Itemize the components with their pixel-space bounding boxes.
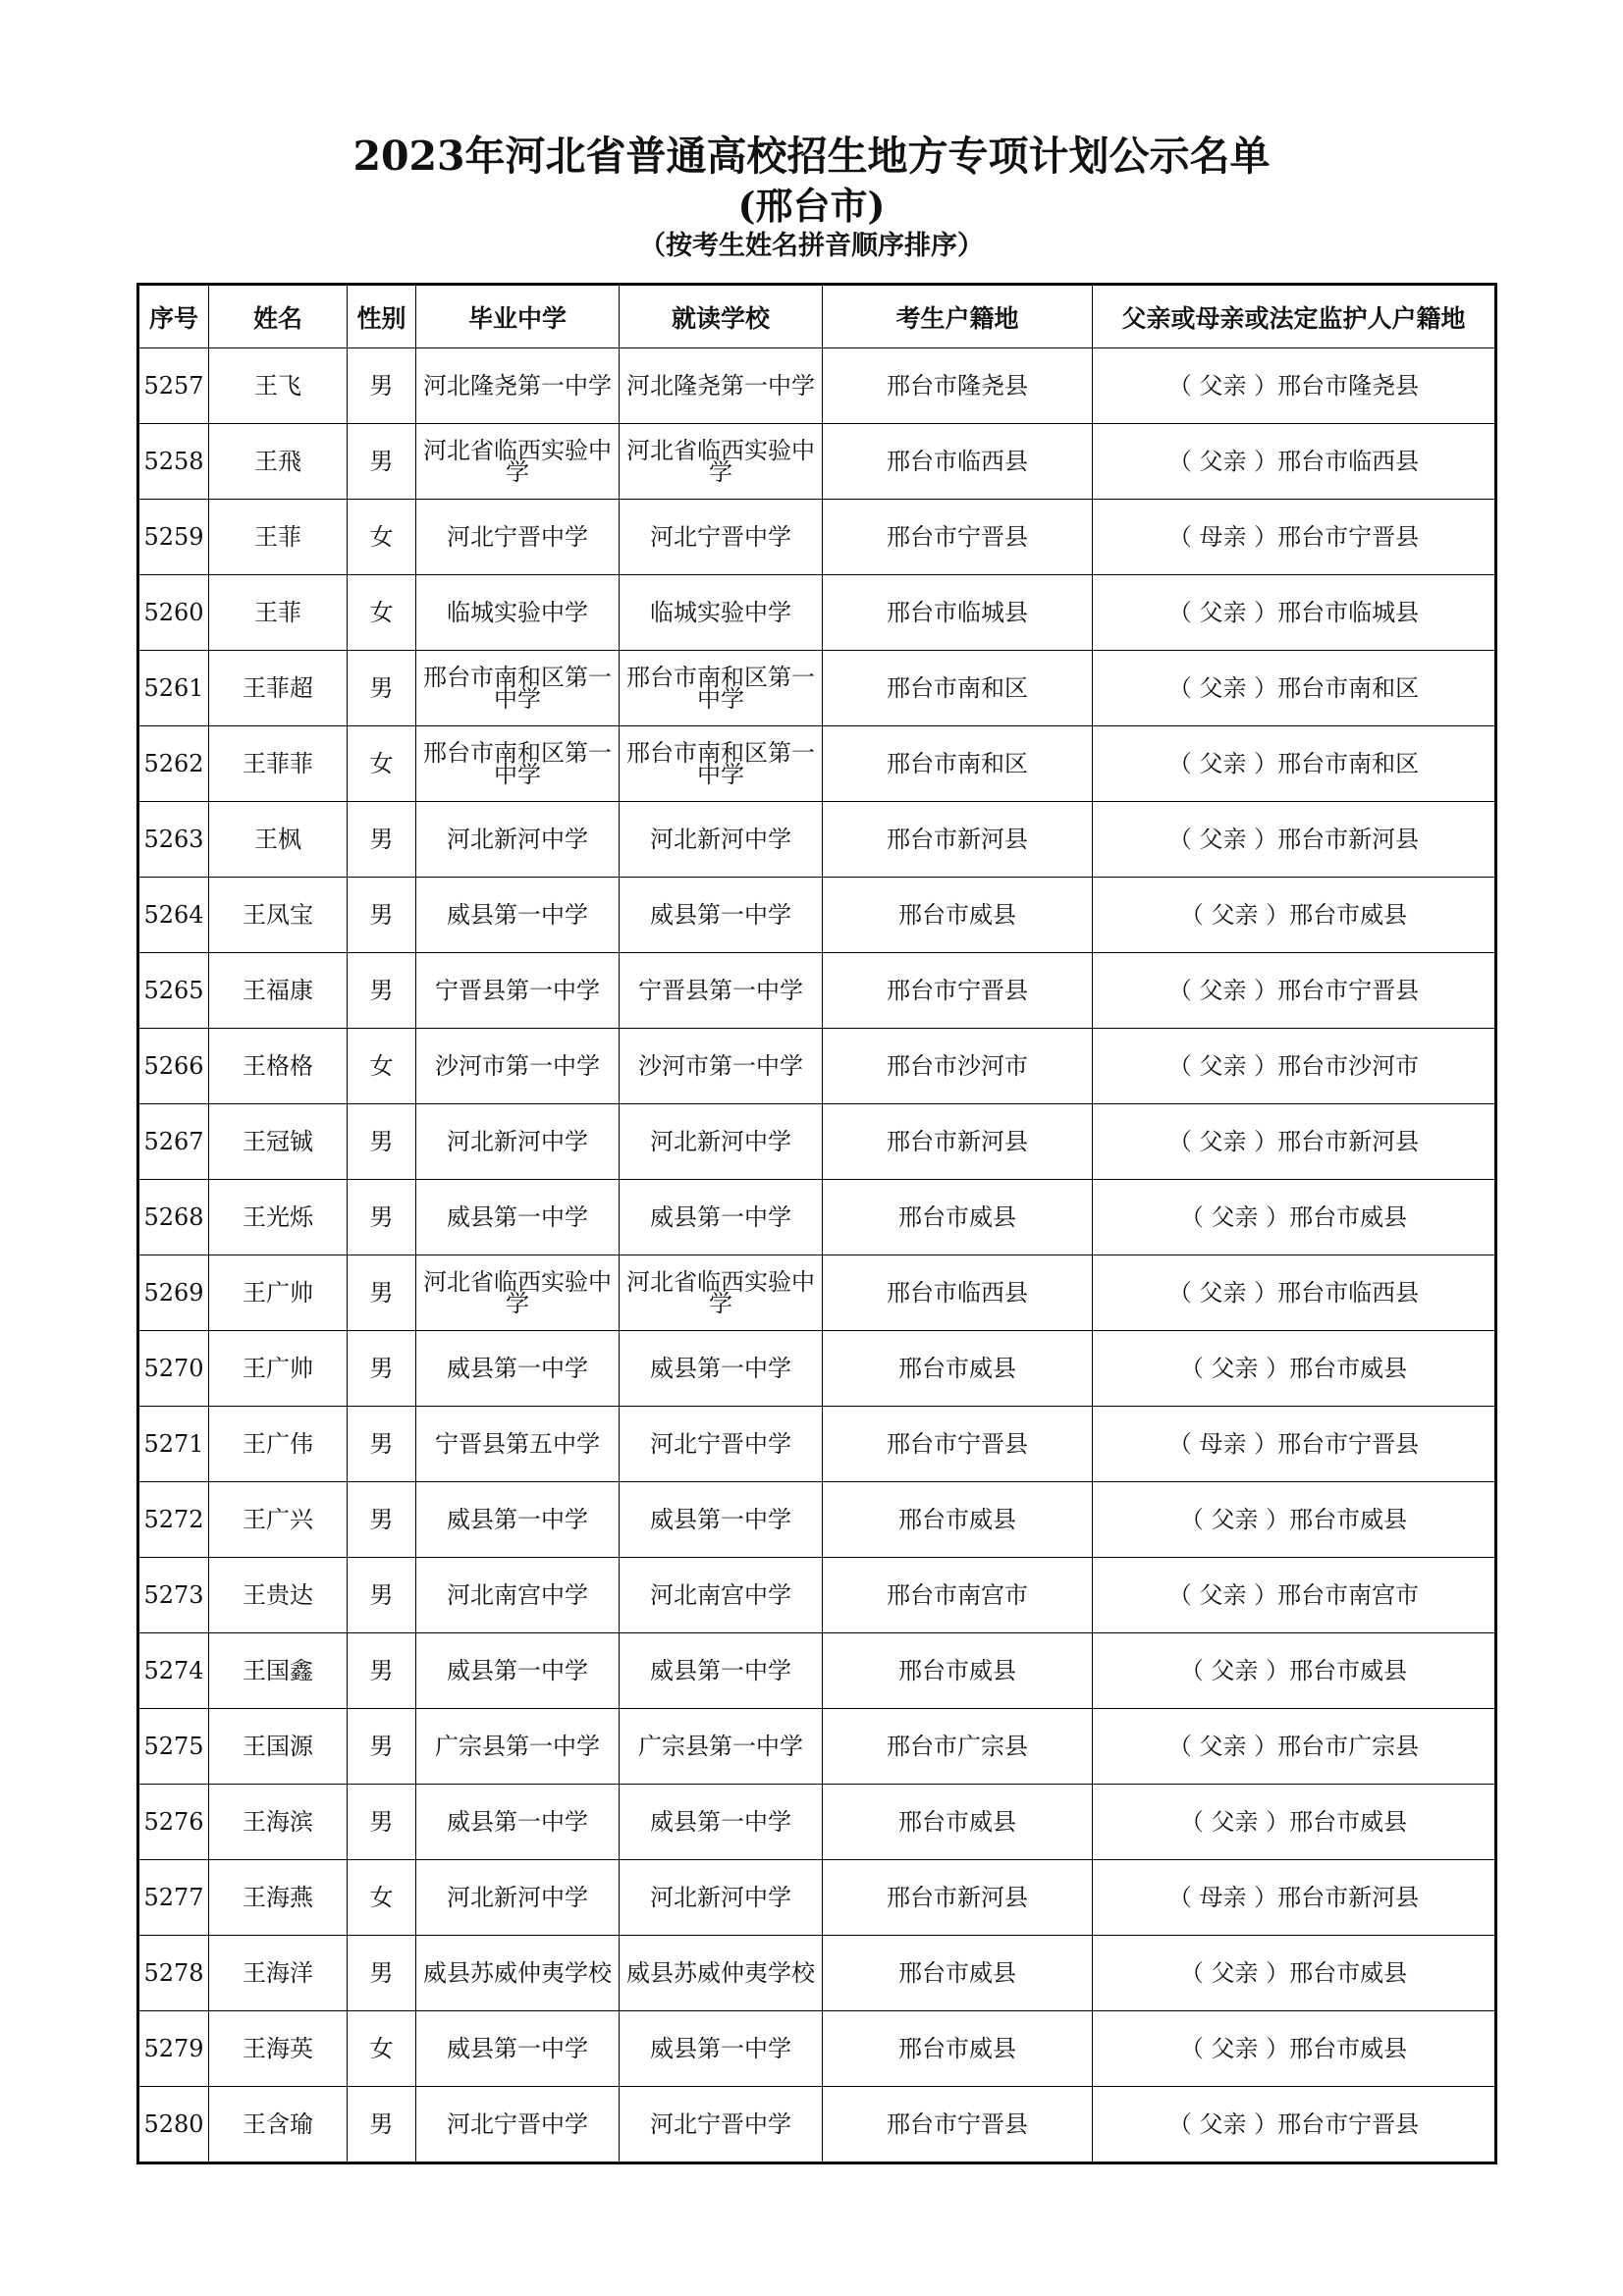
gender-cell: 男 xyxy=(348,1482,416,1558)
name-cell: 王海滨 xyxy=(209,1785,348,1860)
gender-cell: 男 xyxy=(348,2087,416,2163)
current-school-cell: 威县第一中学 xyxy=(620,1482,823,1558)
table-row xyxy=(138,878,1496,953)
guardian-domicile-cell: （ 父亲 ）邢台市威县 xyxy=(1093,1180,1496,1255)
graduated-school-cell: 河北宁晋中学 xyxy=(416,2087,620,2163)
table-row xyxy=(138,953,1496,1029)
guardian-domicile-cell: （ 父亲 ）邢台市南和区 xyxy=(1093,651,1496,726)
graduated-school-cell: 河北新河中学 xyxy=(416,1860,620,1936)
gender-cell: 男 xyxy=(348,1633,416,1709)
gender-cell: 男 xyxy=(348,1180,416,1255)
current-school-cell: 河北新河中学 xyxy=(620,802,823,878)
student-domicile-cell: 邢台市临西县 xyxy=(823,1255,1093,1331)
student-domicile-cell: 邢台市新河县 xyxy=(823,1104,1093,1180)
guardian-domicile-cell: （ 父亲 ）邢台市临城县 xyxy=(1093,575,1496,651)
student-domicile-cell: 邢台市沙河市 xyxy=(823,1029,1093,1104)
gender-cell: 女 xyxy=(348,2011,416,2087)
column-header-current-school: 就读学校 xyxy=(620,285,823,348)
gender-cell: 女 xyxy=(348,1029,416,1104)
current-school-cell: 临城实验中学 xyxy=(620,575,823,651)
table-row xyxy=(138,802,1496,878)
name-cell: 王广帅 xyxy=(209,1255,348,1331)
table-row xyxy=(138,1104,1496,1180)
guardian-domicile-cell: （ 父亲 ）邢台市威县 xyxy=(1093,1633,1496,1709)
seq-cell: 5273 xyxy=(138,1558,209,1633)
column-header-graduated-school: 毕业中学 xyxy=(416,285,620,348)
column-header-guardian-domicile: 父亲或母亲或法定监护人户籍地 xyxy=(1093,285,1496,348)
guardian-domicile-cell: （ 父亲 ）邢台市南宫市 xyxy=(1093,1558,1496,1633)
name-cell: 王广帅 xyxy=(209,1331,348,1407)
seq-cell: 5280 xyxy=(138,2087,209,2163)
seq-cell: 5263 xyxy=(138,802,209,878)
table-row xyxy=(138,2087,1496,2163)
guardian-domicile-cell: （ 父亲 ）邢台市广宗县 xyxy=(1093,1709,1496,1785)
table-row xyxy=(138,1255,1496,1331)
graduated-school-cell: 威县第一中学 xyxy=(416,1180,620,1255)
name-cell: 王海英 xyxy=(209,2011,348,2087)
name-cell: 王贵达 xyxy=(209,1558,348,1633)
current-school-cell: 沙河市第一中学 xyxy=(620,1029,823,1104)
graduated-school-cell: 邢台市南和区第一中学 xyxy=(416,651,620,726)
graduated-school-cell: 河北省临西实验中学 xyxy=(416,1255,620,1331)
table-row xyxy=(138,1331,1496,1407)
current-school-cell: 河北新河中学 xyxy=(620,1104,823,1180)
current-school-cell: 河北宁晋中学 xyxy=(620,2087,823,2163)
gender-cell: 男 xyxy=(348,878,416,953)
student-domicile-cell: 邢台市宁晋县 xyxy=(823,2087,1093,2163)
name-cell: 王国鑫 xyxy=(209,1633,348,1709)
table-row xyxy=(138,1482,1496,1558)
name-cell: 王菲 xyxy=(209,500,348,575)
gender-cell: 男 xyxy=(348,1331,416,1407)
guardian-domicile-cell: （ 母亲 ）邢台市新河县 xyxy=(1093,1860,1496,1936)
gender-cell: 女 xyxy=(348,500,416,575)
guardian-domicile-cell: （ 母亲 ）邢台市宁晋县 xyxy=(1093,1407,1496,1482)
document-subtitle: (邢台市) xyxy=(737,184,886,228)
name-cell: 王光烁 xyxy=(209,1180,348,1255)
graduated-school-cell: 河北新河中学 xyxy=(416,1104,620,1180)
seq-cell: 5279 xyxy=(138,2011,209,2087)
student-domicile-cell: 邢台市宁晋县 xyxy=(823,1407,1093,1482)
student-domicile-cell: 邢台市威县 xyxy=(823,2011,1093,2087)
current-school-cell: 河北隆尧第一中学 xyxy=(620,348,823,424)
table-row xyxy=(138,1407,1496,1482)
name-cell: 王菲 xyxy=(209,575,348,651)
gender-cell: 男 xyxy=(348,1936,416,2011)
seq-cell: 5260 xyxy=(138,575,209,651)
header-row xyxy=(138,285,1496,348)
table-row xyxy=(138,1180,1496,1255)
gender-cell: 男 xyxy=(348,1709,416,1785)
name-cell: 王菲超 xyxy=(209,651,348,726)
student-domicile-cell: 邢台市南和区 xyxy=(823,651,1093,726)
seq-cell: 5259 xyxy=(138,500,209,575)
graduated-school-cell: 威县第一中学 xyxy=(416,1633,620,1709)
seq-cell: 5262 xyxy=(138,726,209,802)
name-cell: 王枫 xyxy=(209,802,348,878)
guardian-domicile-cell: （ 父亲 ）邢台市威县 xyxy=(1093,1936,1496,2011)
table-row xyxy=(138,1029,1496,1104)
student-domicile-cell: 邢台市广宗县 xyxy=(823,1709,1093,1785)
seq-cell: 5275 xyxy=(138,1709,209,1785)
seq-cell: 5277 xyxy=(138,1860,209,1936)
name-cell: 王广伟 xyxy=(209,1407,348,1482)
seq-cell: 5272 xyxy=(138,1482,209,1558)
guardian-domicile-cell: （ 父亲 ）邢台市沙河市 xyxy=(1093,1029,1496,1104)
sort-note: （按考生姓名拼音顺序排序） xyxy=(639,231,984,261)
table-row xyxy=(138,1558,1496,1633)
gender-cell: 女 xyxy=(348,575,416,651)
name-cell: 王菲菲 xyxy=(209,726,348,802)
seq-cell: 5264 xyxy=(138,878,209,953)
student-domicile-cell: 邢台市隆尧县 xyxy=(823,348,1093,424)
guardian-domicile-cell: （ 父亲 ）邢台市隆尧县 xyxy=(1093,348,1496,424)
name-cell: 王冠铖 xyxy=(209,1104,348,1180)
gender-cell: 男 xyxy=(348,953,416,1029)
guardian-domicile-cell: （ 父亲 ）邢台市临西县 xyxy=(1093,1255,1496,1331)
name-cell: 王广兴 xyxy=(209,1482,348,1558)
graduated-school-cell: 河北省临西实验中学 xyxy=(416,424,620,500)
seq-cell: 5276 xyxy=(138,1785,209,1860)
gender-cell: 男 xyxy=(348,1104,416,1180)
current-school-cell: 宁晋县第一中学 xyxy=(620,953,823,1029)
current-school-cell: 威县第一中学 xyxy=(620,1180,823,1255)
guardian-domicile-cell: （ 父亲 ）邢台市宁晋县 xyxy=(1093,2087,1496,2163)
table-row xyxy=(138,651,1496,726)
table-row xyxy=(138,1709,1496,1785)
gender-cell: 男 xyxy=(348,424,416,500)
student-domicile-cell: 邢台市威县 xyxy=(823,1331,1093,1407)
student-domicile-cell: 邢台市威县 xyxy=(823,878,1093,953)
name-cell: 王含瑜 xyxy=(209,2087,348,2163)
name-cell: 王飞 xyxy=(209,348,348,424)
guardian-domicile-cell: （ 父亲 ）邢台市威县 xyxy=(1093,878,1496,953)
gender-cell: 男 xyxy=(348,1407,416,1482)
guardian-domicile-cell: （ 母亲 ）邢台市宁晋县 xyxy=(1093,500,1496,575)
seq-cell: 5261 xyxy=(138,651,209,726)
name-cell: 王福康 xyxy=(209,953,348,1029)
seq-cell: 5258 xyxy=(138,424,209,500)
guardian-domicile-cell: （ 父亲 ）邢台市宁晋县 xyxy=(1093,953,1496,1029)
column-header-student-domicile: 考生户籍地 xyxy=(823,285,1093,348)
graduated-school-cell: 河北南宫中学 xyxy=(416,1558,620,1633)
student-domicile-cell: 邢台市临城县 xyxy=(823,575,1093,651)
student-domicile-cell: 邢台市威县 xyxy=(823,1180,1093,1255)
graduated-school-cell: 临城实验中学 xyxy=(416,575,620,651)
gender-cell: 女 xyxy=(348,1860,416,1936)
graduated-school-cell: 邢台市南和区第一中学 xyxy=(416,726,620,802)
graduated-school-cell: 威县第一中学 xyxy=(416,1785,620,1860)
seq-cell: 5269 xyxy=(138,1255,209,1331)
student-domicile-cell: 邢台市威县 xyxy=(823,1936,1093,2011)
column-header-gender: 性别 xyxy=(348,285,416,348)
student-domicile-cell: 邢台市南和区 xyxy=(823,726,1093,802)
student-domicile-cell: 邢台市临西县 xyxy=(823,424,1093,500)
gender-cell: 男 xyxy=(348,651,416,726)
student-domicile-cell: 邢台市威县 xyxy=(823,1633,1093,1709)
current-school-cell: 威县第一中学 xyxy=(620,1331,823,1407)
current-school-cell: 河北南宫中学 xyxy=(620,1558,823,1633)
table-row xyxy=(138,726,1496,802)
student-domicile-cell: 邢台市宁晋县 xyxy=(823,500,1093,575)
guardian-domicile-cell: （ 父亲 ）邢台市威县 xyxy=(1093,1331,1496,1407)
graduated-school-cell: 威县第一中学 xyxy=(416,1482,620,1558)
gender-cell: 男 xyxy=(348,1785,416,1860)
seq-cell: 5266 xyxy=(138,1029,209,1104)
student-domicile-cell: 邢台市新河县 xyxy=(823,1860,1093,1936)
guardian-domicile-cell: （ 父亲 ）邢台市新河县 xyxy=(1093,802,1496,878)
seq-cell: 5270 xyxy=(138,1331,209,1407)
student-domicile-cell: 邢台市宁晋县 xyxy=(823,953,1093,1029)
guardian-domicile-cell: （ 父亲 ）邢台市临西县 xyxy=(1093,424,1496,500)
current-school-cell: 广宗县第一中学 xyxy=(620,1709,823,1785)
table-row xyxy=(138,500,1496,575)
current-school-cell: 邢台市南和区第一中学 xyxy=(620,726,823,802)
graduated-school-cell: 威县苏威仲夷学校 xyxy=(416,1936,620,2011)
current-school-cell: 河北省临西实验中学 xyxy=(620,1255,823,1331)
name-cell: 王海燕 xyxy=(209,1860,348,1936)
gender-cell: 男 xyxy=(348,348,416,424)
current-school-cell: 邢台市南和区第一中学 xyxy=(620,651,823,726)
gender-cell: 男 xyxy=(348,1255,416,1331)
graduated-school-cell: 宁晋县第五中学 xyxy=(416,1407,620,1482)
graduated-school-cell: 威县第一中学 xyxy=(416,2011,620,2087)
current-school-cell: 威县第一中学 xyxy=(620,1633,823,1709)
current-school-cell: 河北宁晋中学 xyxy=(620,1407,823,1482)
gender-cell: 男 xyxy=(348,1558,416,1633)
seq-cell: 5278 xyxy=(138,1936,209,2011)
guardian-domicile-cell: （ 父亲 ）邢台市威县 xyxy=(1093,1785,1496,1860)
seq-cell: 5265 xyxy=(138,953,209,1029)
column-header-seq: 序号 xyxy=(138,285,209,348)
graduated-school-cell: 威县第一中学 xyxy=(416,878,620,953)
seq-cell: 5271 xyxy=(138,1407,209,1482)
guardian-domicile-cell: （ 父亲 ）邢台市南和区 xyxy=(1093,726,1496,802)
graduated-school-cell: 宁晋县第一中学 xyxy=(416,953,620,1029)
seq-cell: 5268 xyxy=(138,1180,209,1255)
name-cell: 王海洋 xyxy=(209,1936,348,2011)
document-title: 2023年河北省普通高校招生地方专项计划公示名单 xyxy=(352,133,1271,180)
seq-cell: 5257 xyxy=(138,348,209,424)
name-cell: 王凤宝 xyxy=(209,878,348,953)
table-row xyxy=(138,1860,1496,1936)
guardian-domicile-cell: （ 父亲 ）邢台市威县 xyxy=(1093,2011,1496,2087)
table-row xyxy=(138,1936,1496,2011)
graduated-school-cell: 河北宁晋中学 xyxy=(416,500,620,575)
graduated-school-cell: 广宗县第一中学 xyxy=(416,1709,620,1785)
name-cell: 王格格 xyxy=(209,1029,348,1104)
name-cell: 王飛 xyxy=(209,424,348,500)
seq-cell: 5267 xyxy=(138,1104,209,1180)
student-domicile-cell: 邢台市威县 xyxy=(823,1482,1093,1558)
current-school-cell: 威县第一中学 xyxy=(620,878,823,953)
graduated-school-cell: 河北隆尧第一中学 xyxy=(416,348,620,424)
current-school-cell: 河北省临西实验中学 xyxy=(620,424,823,500)
guardian-domicile-cell: （ 父亲 ）邢台市威县 xyxy=(1093,1482,1496,1558)
current-school-cell: 威县第一中学 xyxy=(620,2011,823,2087)
student-domicile-cell: 邢台市南宫市 xyxy=(823,1558,1093,1633)
table-row xyxy=(138,575,1496,651)
table-row xyxy=(138,2011,1496,2087)
gender-cell: 女 xyxy=(348,726,416,802)
current-school-cell: 威县第一中学 xyxy=(620,1785,823,1860)
current-school-cell: 威县苏威仲夷学校 xyxy=(620,1936,823,2011)
current-school-cell: 河北宁晋中学 xyxy=(620,500,823,575)
table-row xyxy=(138,348,1496,424)
seq-cell: 5274 xyxy=(138,1633,209,1709)
table-row xyxy=(138,424,1496,500)
guardian-domicile-cell: （ 父亲 ）邢台市新河县 xyxy=(1093,1104,1496,1180)
student-domicile-cell: 邢台市威县 xyxy=(823,1785,1093,1860)
gender-cell: 男 xyxy=(348,802,416,878)
graduated-school-cell: 威县第一中学 xyxy=(416,1331,620,1407)
roster-table xyxy=(136,283,1497,2164)
name-cell: 王国源 xyxy=(209,1709,348,1785)
column-header-name: 姓名 xyxy=(209,285,348,348)
table-row xyxy=(138,1633,1496,1709)
graduated-school-cell: 河北新河中学 xyxy=(416,802,620,878)
current-school-cell: 河北新河中学 xyxy=(620,1860,823,1936)
table-row xyxy=(138,1785,1496,1860)
student-domicile-cell: 邢台市新河县 xyxy=(823,802,1093,878)
graduated-school-cell: 沙河市第一中学 xyxy=(416,1029,620,1104)
